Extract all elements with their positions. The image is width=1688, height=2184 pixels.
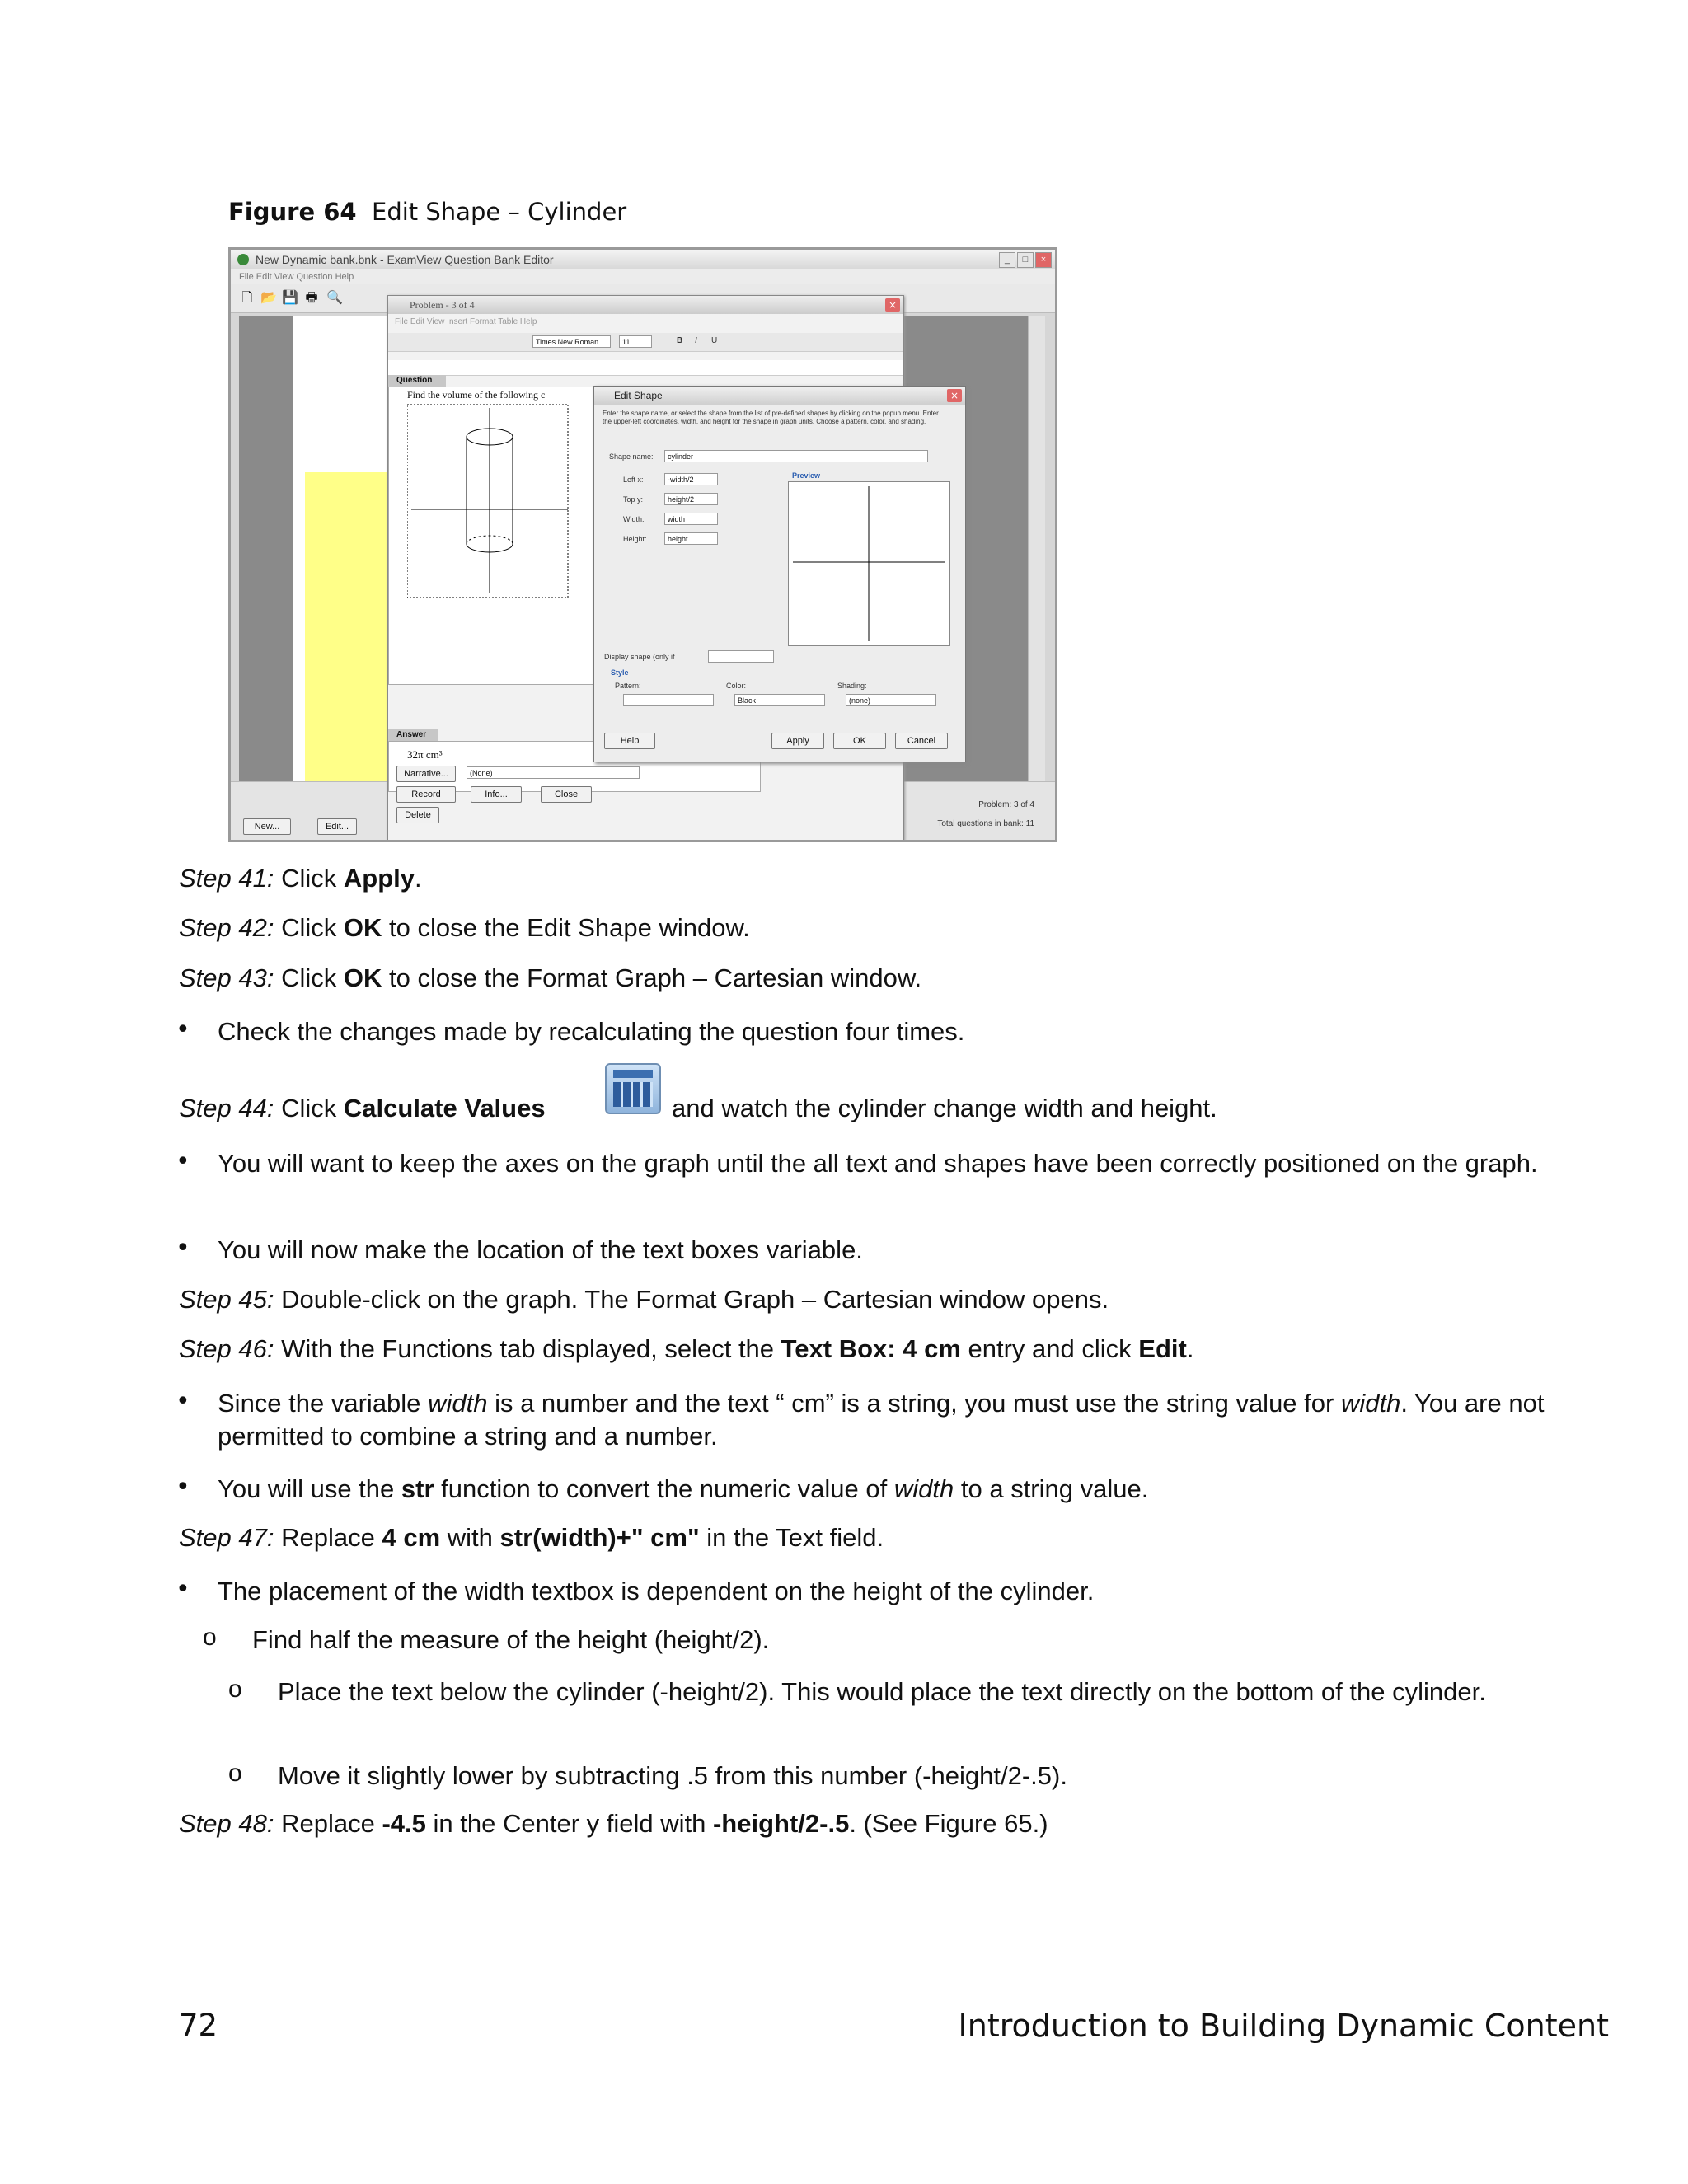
narrative-select[interactable]: (None) xyxy=(467,766,640,779)
highlight-region xyxy=(305,472,396,781)
cancel-button[interactable]: Cancel xyxy=(895,733,948,749)
font-select[interactable]: Times New Roman xyxy=(532,335,611,348)
pattern-select[interactable] xyxy=(623,694,714,706)
bullet-recalculate: Check the changes made by recalculating the question four times. xyxy=(218,1017,965,1046)
status-total: Total questions in bank: 11 xyxy=(937,819,1034,828)
shape-name-label: Shape name: xyxy=(609,452,654,461)
bullet-mark: • xyxy=(176,1387,190,1416)
format-toolbar xyxy=(388,333,903,352)
step-48: Step 48: Replace -4.5 in the Center y field with -height/2-.5. (See Figure 65.) xyxy=(179,1809,1048,1838)
main-window-title xyxy=(231,250,1055,269)
preview-label: Preview xyxy=(792,471,821,480)
figure-label: Figure 64 xyxy=(228,198,357,226)
pattern-label: Pattern: xyxy=(615,682,641,690)
bullet-mark: • xyxy=(176,1575,190,1604)
question-text: Find the volume of the following c xyxy=(407,389,546,401)
step-42: Step 42: Click OK to close the Edit Shape window. xyxy=(179,913,750,942)
problem-title: Problem - 3 of 4 xyxy=(388,296,903,314)
bullet-mark: • xyxy=(176,1234,190,1263)
vertical-scrollbar[interactable] xyxy=(1028,316,1045,781)
main-menu-bar[interactable]: File Edit View Question Help xyxy=(231,269,1055,284)
step-41: Step 41: Click Apply. xyxy=(179,864,422,893)
answer-label: Answer xyxy=(388,729,438,741)
delete-button[interactable]: Delete xyxy=(396,807,439,823)
bullet-location-variable: You will now make the location of the text boxes variable. xyxy=(218,1235,863,1264)
underline-button[interactable]: U xyxy=(711,336,718,345)
bullet-str-function: You will use the str function to convert the numeric value of width to a string value. xyxy=(218,1474,1149,1503)
open-folder-icon[interactable]: 📂 xyxy=(260,289,277,305)
font-size-select[interactable]: 11 xyxy=(619,335,652,348)
cylinder-graph[interactable] xyxy=(407,404,572,602)
narrative-button[interactable]: Narrative... xyxy=(396,766,456,782)
width-label: Width: xyxy=(623,515,645,523)
search-icon[interactable]: 🔍 xyxy=(326,289,343,305)
bullet-placement: The placement of the width textbox is dependent on the height of the cylinder. xyxy=(218,1577,1095,1605)
top-y-input[interactable]: height/2 xyxy=(664,493,718,505)
apply-button[interactable]: Apply xyxy=(771,733,824,749)
edit-shape-title: Edit Shape xyxy=(594,387,965,405)
shading-select[interactable]: (none) xyxy=(846,694,936,706)
edit-shape-instructions: Enter the shape name, or select the shape from the list of pre-defined shapes by clicking on the popup menu. Enter the upper-left coordinates, width, and height for the shape in graph units. Choose a pattern, color, and shading. xyxy=(603,410,939,425)
figure-caption xyxy=(228,198,626,226)
sub-bullet-lower: Move it slightly lower by subtracting .5 from this number (-height/2-.5). xyxy=(278,1761,1067,1790)
step-45: Step 45: Double-click on the graph. The Format Graph – Cartesian window opens. xyxy=(179,1285,1109,1314)
minimize-button[interactable]: _ xyxy=(999,252,1015,268)
preview-pane xyxy=(788,481,950,646)
sub-bullet-mark: o xyxy=(203,1624,217,1651)
info-button[interactable]: Info... xyxy=(471,786,522,803)
app-logo-icon xyxy=(237,254,249,265)
bullet-mark: • xyxy=(176,1015,190,1044)
left-x-input[interactable]: -width/2 xyxy=(664,473,718,485)
display-shape-label[interactable]: Display shape (only if xyxy=(604,653,675,661)
left-x-label: Left x: xyxy=(623,476,644,484)
help-button[interactable]: Help xyxy=(604,733,655,749)
style-label: Style xyxy=(611,668,629,677)
color-select[interactable]: Black xyxy=(734,694,825,706)
bullet-string-value: Since the variable width is a number and the text “ cm” is a string, you must use the string value for width. You are not permitted to combine a string and a number. xyxy=(218,1389,1545,1451)
edit-shape-close-icon[interactable]: × xyxy=(947,389,962,402)
close-button[interactable]: Close xyxy=(541,786,592,803)
figure-title: Edit Shape – Cylinder xyxy=(372,198,627,226)
bullet-mark: • xyxy=(176,1473,190,1502)
sub-bullet-mark: o xyxy=(228,1760,242,1787)
width-input[interactable]: width xyxy=(664,513,718,525)
sub-bullet-below-cylinder: Place the text below the cylinder (-height/2). This would place the text directly on the bottom of the cylinder. xyxy=(278,1677,1486,1706)
maximize-button[interactable]: □ xyxy=(1017,252,1034,268)
bullet-mark: • xyxy=(176,1147,190,1176)
edit-button[interactable]: Edit... xyxy=(317,818,357,835)
footer-title: Introduction to Building Dynamic Content xyxy=(958,2008,1609,2044)
color-label: Color: xyxy=(726,682,747,690)
calculate-values-icon xyxy=(605,1063,661,1114)
new-button[interactable]: New... xyxy=(243,818,291,835)
answer-text: 32π cm³ xyxy=(407,748,443,761)
record-button[interactable]: Record xyxy=(396,786,456,803)
edit-shape-dialog xyxy=(593,386,966,762)
new-file-icon[interactable]: 🗋 xyxy=(241,289,253,305)
step-43: Step 43: Click OK to close the Format Graph – Cartesian window. xyxy=(179,963,922,992)
save-icon[interactable]: 💾 xyxy=(282,289,298,305)
top-y-label: Top y: xyxy=(623,495,644,504)
preview-axes xyxy=(789,482,950,645)
problem-close-icon[interactable]: × xyxy=(885,298,900,312)
italic-button[interactable]: I xyxy=(695,336,697,345)
display-condition-input[interactable] xyxy=(708,650,774,663)
height-label: Height: xyxy=(623,535,647,543)
shape-name-input[interactable]: cylinder xyxy=(664,450,928,462)
window-title-text: New Dynamic bank.bnk - ExamView Question Bank Editor xyxy=(256,253,554,266)
bold-button[interactable]: B xyxy=(677,336,683,345)
shading-label: Shading: xyxy=(837,682,867,690)
close-icon[interactable]: × xyxy=(1035,252,1052,268)
step-47: Step 47: Replace 4 cm with str(width)+" cm" in the Text field. xyxy=(179,1523,884,1552)
ruler xyxy=(388,360,903,376)
problem-menu[interactable]: File Edit View Insert Format Table Help xyxy=(395,317,537,326)
question-label: Question xyxy=(388,375,446,387)
height-input[interactable]: height xyxy=(664,532,718,545)
page-number: 72 xyxy=(179,2008,218,2043)
print-icon[interactable]: 🖶 xyxy=(305,289,318,305)
sub-bullet-mark: o xyxy=(228,1675,242,1703)
ok-button[interactable]: OK xyxy=(833,733,886,749)
screenshot-figure xyxy=(228,247,1057,842)
bullet-keep-axes: You will want to keep the axes on the graph until the all text and shapes have been correctly positioned on the graph. xyxy=(218,1149,1538,1178)
step-46: Step 46: With the Functions tab displayed, select the Text Box: 4 cm entry and click Edit. xyxy=(179,1334,1194,1363)
step-44: Step 44: Click Calculate Values xyxy=(179,1094,546,1122)
status-problem: Problem: 3 of 4 xyxy=(978,800,1034,809)
step-44-rest: and watch the cylinder change width and height. xyxy=(672,1094,1217,1122)
sub-bullet-half-height: Find half the measure of the height (height/2). xyxy=(252,1625,770,1654)
